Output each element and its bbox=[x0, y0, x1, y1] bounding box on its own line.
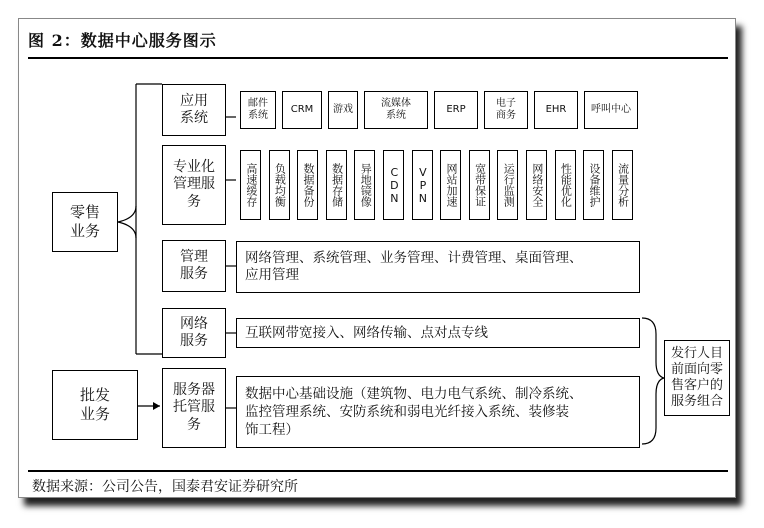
app-item: 呼叫中心 bbox=[584, 91, 638, 129]
management-services-content: 网络管理、系统管理、业务管理、计费管理、桌面管理、 应用管理 bbox=[236, 241, 640, 293]
app-item: CRM bbox=[282, 91, 322, 129]
figure-title: 图 2：数据中心服务图示 bbox=[28, 31, 217, 50]
network-services-content: 互联网带宽接入、网络传输、点对点专线 bbox=[236, 318, 640, 348]
pro-item: 异地镜像 bbox=[354, 150, 375, 220]
retail-portfolio-note: 发行人目 前面向零 售客户的 服务组合 bbox=[664, 340, 730, 416]
app-item: 游戏 bbox=[328, 91, 358, 129]
pro-item: 数据存储 bbox=[326, 150, 347, 220]
app-item: ERP bbox=[434, 91, 478, 129]
pro-item: 网络安全 bbox=[526, 150, 547, 220]
pro-item: 流量分析 bbox=[612, 150, 633, 220]
pro-item: 设备维护 bbox=[583, 150, 604, 220]
app-item: 流媒体 系统 bbox=[364, 91, 428, 129]
pro-item: 网站加速 bbox=[440, 150, 461, 220]
source-note: 数据来源：公司公告，国泰君安证券研究所 bbox=[32, 479, 298, 495]
category-professional-management: 专业化 管理服 务 bbox=[162, 145, 226, 225]
pro-item: 运行监测 bbox=[497, 150, 518, 220]
app-item: EHR bbox=[534, 91, 578, 129]
pro-item: 性能优化 bbox=[555, 150, 576, 220]
pro-item: 高速缓存 bbox=[240, 150, 261, 220]
app-item: 电子 商务 bbox=[484, 91, 528, 129]
bottom-rule bbox=[28, 470, 728, 472]
pro-item: VPN bbox=[412, 150, 433, 220]
category-hosting-services: 服务器 托管服 务 bbox=[162, 368, 226, 448]
category-management-services: 管理 服务 bbox=[162, 240, 226, 292]
category-app-systems: 应用 系统 bbox=[162, 84, 226, 136]
pro-item: 负载均衡 bbox=[269, 150, 290, 220]
pro-item: CDN bbox=[383, 150, 404, 220]
retail-business-box: 零售 业务 bbox=[52, 192, 118, 252]
pro-item: 数据备份 bbox=[297, 150, 318, 220]
pro-item: 宽带保证 bbox=[469, 150, 490, 220]
category-network-services: 网络 服务 bbox=[162, 308, 226, 358]
hosting-services-content: 数据中心基础设施（建筑物、电力电气系统、制冷系统、 监控管理系统、安防系统和弱电光纤接入系统、装修装 饰工程） bbox=[236, 376, 640, 448]
wholesale-business-box: 批发 业务 bbox=[52, 370, 138, 440]
app-item: 邮件 系统 bbox=[240, 91, 276, 129]
